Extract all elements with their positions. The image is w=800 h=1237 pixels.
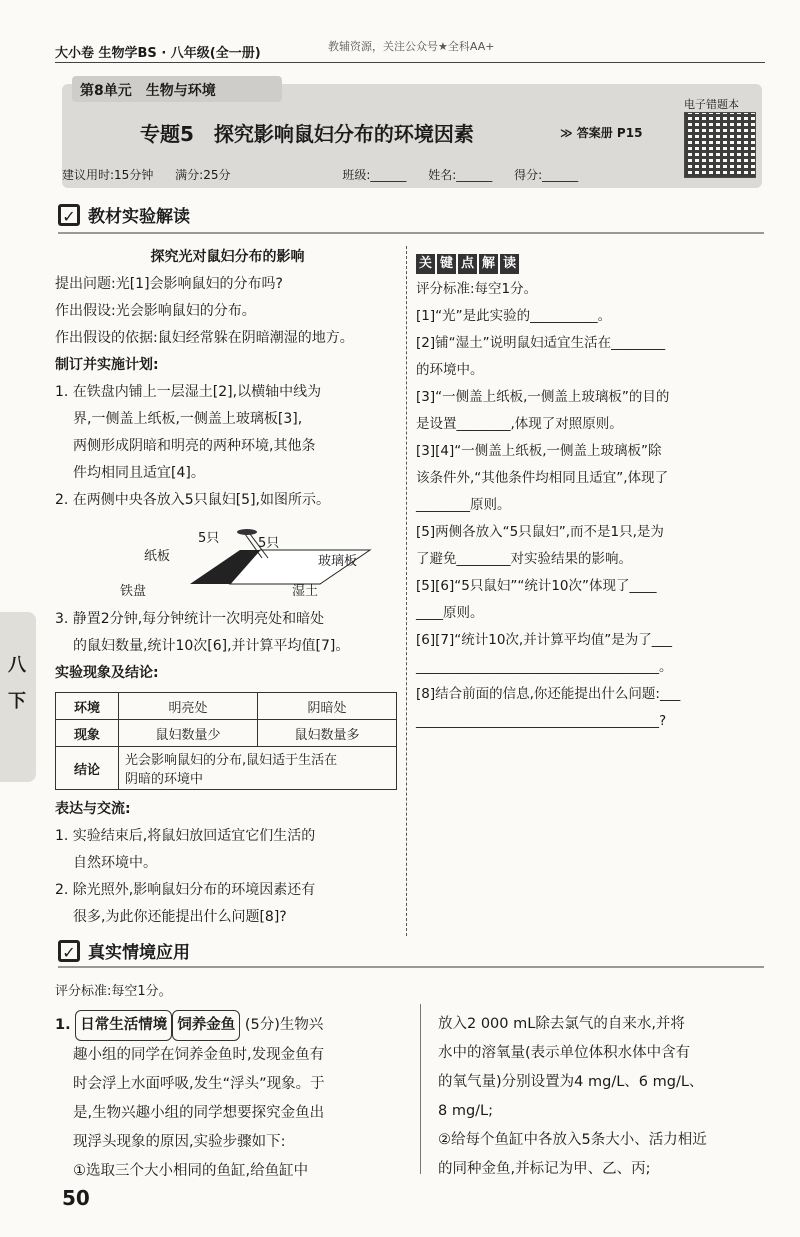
r-3: 的氧气量)分别设置为4 mg/L、6 mg/L、 [438,1074,704,1090]
kp-6a: [5][6]“5只鼠妇”“统计10次”体现了____ [416,578,657,594]
column-divider [406,246,407,936]
r-2: 水中的溶氧量(表示单位体积水体中含有 [438,1045,691,1061]
result-table [55,692,397,790]
q1-d: 是,生物兴趣小组的同学想要探究金鱼出 [73,1105,325,1121]
exchange-2b: 很多,为此你还能提出什么问题[8]? [73,909,287,925]
kp-7b: ____________________________________。 [416,659,673,675]
kp-8: [8]结合前面的信息,你还能提出什么问题:___ [416,686,681,702]
conclusion-b: 阴暗的环境中 [125,772,204,787]
kp-char: 解 [479,254,498,274]
fig-label-5a: 5只 [198,531,220,546]
kp-3a: [3]“一侧盖上纸板,一侧盖上玻璃板”的目的 [416,389,670,405]
hypothesis: 作出假设:光会影响鼠妇的分布。 [55,303,256,319]
fig-label-paper: 纸板 [144,549,171,564]
class-field: 班级:______ [342,168,407,182]
step2: 2. 在两侧中央各放入5只鼠妇[5],如图所示。 [55,492,330,508]
exchange-1a: 1. 实验结束后,将鼠妇放回适宜它们生活的 [55,828,316,844]
kp-1: [1]“光”是此实验的__________。 [416,308,612,324]
table-header: 环境 [56,693,119,720]
conclusion-a: 光会影响鼠妇的分布,鼠妇适于生活在 [125,753,338,768]
r-1: 放入2 000 mL除去氯气的自来水,并将 [438,1016,685,1032]
kp-char: 读 [500,254,519,274]
keypoint-column [416,276,766,735]
table-header: 阴暗处 [257,693,396,720]
table-header: 明亮处 [119,693,258,720]
table-cell: 现象 [56,720,119,747]
question-divider [420,1004,421,1174]
step1-b: 界,一侧盖上纸板,一侧盖上玻璃板[3], [73,411,303,427]
check-icon: ✓ [58,204,80,226]
section-title: 真实情境应用 [88,943,190,963]
basis: 作出假设的依据:鼠妇经常躲在阴暗潮湿的地方。 [55,330,354,346]
side-char: 八 [8,655,26,676]
exchange-title: 表达与交流: [55,801,131,817]
q1-c: 时会浮上水面呼吸,发生“浮头”现象。于 [73,1076,325,1092]
kp-8b: ____________________________________? [416,713,667,729]
section-rule [58,966,764,968]
pill-bug-icon [237,529,257,535]
question-right [438,1010,768,1184]
kp-4a: [3][4]“一侧盖上纸板,一侧盖上玻璃板”除 [416,443,662,459]
exchange-block [55,796,400,931]
section2-std: 评分标准:每空1分。 [55,984,172,999]
r-4: 8 mg/L; [438,1103,494,1119]
step3-b: 的鼠妇数量,统计10次[6],并计算平均值[7]。 [73,638,350,654]
step1-a: 1. 在铁盘内铺上一层湿土[2],以横轴中线为 [55,384,322,400]
fig-label-tray: 铁盘 [120,584,147,599]
ad-text: 教辅资源，关注公众号★全科AA+ [328,40,495,53]
keypoint-label [416,254,519,274]
topic-title: 专题5 探究影响鼠妇分布的环境因素 [140,122,474,146]
check-icon: ✓ [58,940,80,962]
table-cell: 鼠妇数量多 [257,720,396,747]
question: 提出问题:光[1]会影响鼠妇的分布吗? [55,276,283,292]
page-number: 50 [62,1186,90,1210]
table-cell: 鼠妇数量少 [119,720,258,747]
kp-4b: 该条件外,“其他条件均相同且适宜”,体现了 [416,470,669,486]
plan-title: 制订并实施计划: [55,357,159,373]
kp-char: 关 [416,254,435,274]
result-title: 实验现象及结论: [55,665,159,681]
tag-topic: 饲养金鱼 [172,1010,240,1041]
kp-char: 键 [437,254,456,274]
step1-c: 两侧形成阴暗和明亮的两种环境,其他条 [73,438,316,454]
question-left [55,1010,400,1186]
unit-title: 第8单元 生物与环境 [80,83,216,99]
kp-7: [6][7]“统计10次,并计算平均值”是为了___ [416,632,672,648]
r-6: 的同种金鱼,并标记为甲、乙、丙; [438,1161,651,1177]
got-field: 得分:______ [514,168,579,182]
name-field: 姓名:______ [428,168,493,182]
kp-4c: ________原则。 [416,497,511,513]
kp-std: 评分标准:每空1分。 [416,281,538,297]
step3-a: 3. 静置2分钟,每分钟统计一次明亮处和暗处 [55,611,325,627]
header-rule [55,62,765,63]
kp-5a: [5]两侧各放入“5只鼠妇”,而不是1只,是为 [416,524,664,540]
section-heading-2 [58,938,190,963]
section-heading-1 [58,202,190,227]
table-cell: 结论 [56,747,119,790]
qr-code-icon[interactable] [684,112,756,178]
experiment-column-2 [55,606,400,687]
side-char: 下 [8,691,26,712]
fig-label-5b: 5只 [258,536,280,551]
kp-6b: ____原则。 [416,605,484,621]
book-title: 大小卷 生物学BS · 八年级(全一册) [55,46,261,61]
q1-e: 现浮头现象的原因,实验步骤如下: [73,1134,286,1150]
q1-f: ①选取三个大小相同的鱼缸,给鱼缸中 [73,1163,309,1179]
step1-d: 件均相同且适宜[4]。 [73,465,205,481]
q1-line-a: 1. 日常生活情境 饲养金鱼 (5分)生物兴 [55,1010,400,1041]
kp-char: 点 [458,254,477,274]
section-title: 教材实验解读 [88,207,190,227]
kp-2a: [2]铺“湿土”说明鼠妇适宜生活在________ [416,335,666,351]
time-label: 建议用时:15分钟 [62,168,154,182]
q1-b: 趣小组的同学在饲养金鱼时,发现金鱼有 [73,1047,325,1063]
table-cell [119,747,397,790]
r-5: ②给每个鱼缸中各放入5条大小、活力相近 [438,1132,707,1148]
section-rule [58,232,764,234]
exchange-1b: 自然环境中。 [73,855,157,871]
exp-title: 探究光对鼠妇分布的影响 [150,249,305,265]
exchange-2a: 2. 除光照外,影响鼠妇分布的环境因素还有 [55,882,316,898]
kp-3b: 是设置________,体现了对照原则。 [416,416,623,432]
meta-row [62,166,682,183]
q1-a: (5分)生物兴 [244,1017,324,1033]
fig-label-soil: 湿土 [292,584,319,599]
qr-label: 电子错题本 [684,98,739,111]
side-label [8,648,26,720]
kp-2b: 的环境中。 [416,362,484,378]
fig-label-glass: 玻璃板 [318,554,358,569]
tag-context: 日常生活情境 [75,1010,172,1041]
kp-5b: 了避免________对实验结果的影响。 [416,551,632,567]
score-label: 满分:25分 [175,168,231,182]
experiment-diagram [150,528,410,600]
answer-reference: ≫ 答案册 P15 [560,126,643,140]
experiment-column [55,244,400,514]
